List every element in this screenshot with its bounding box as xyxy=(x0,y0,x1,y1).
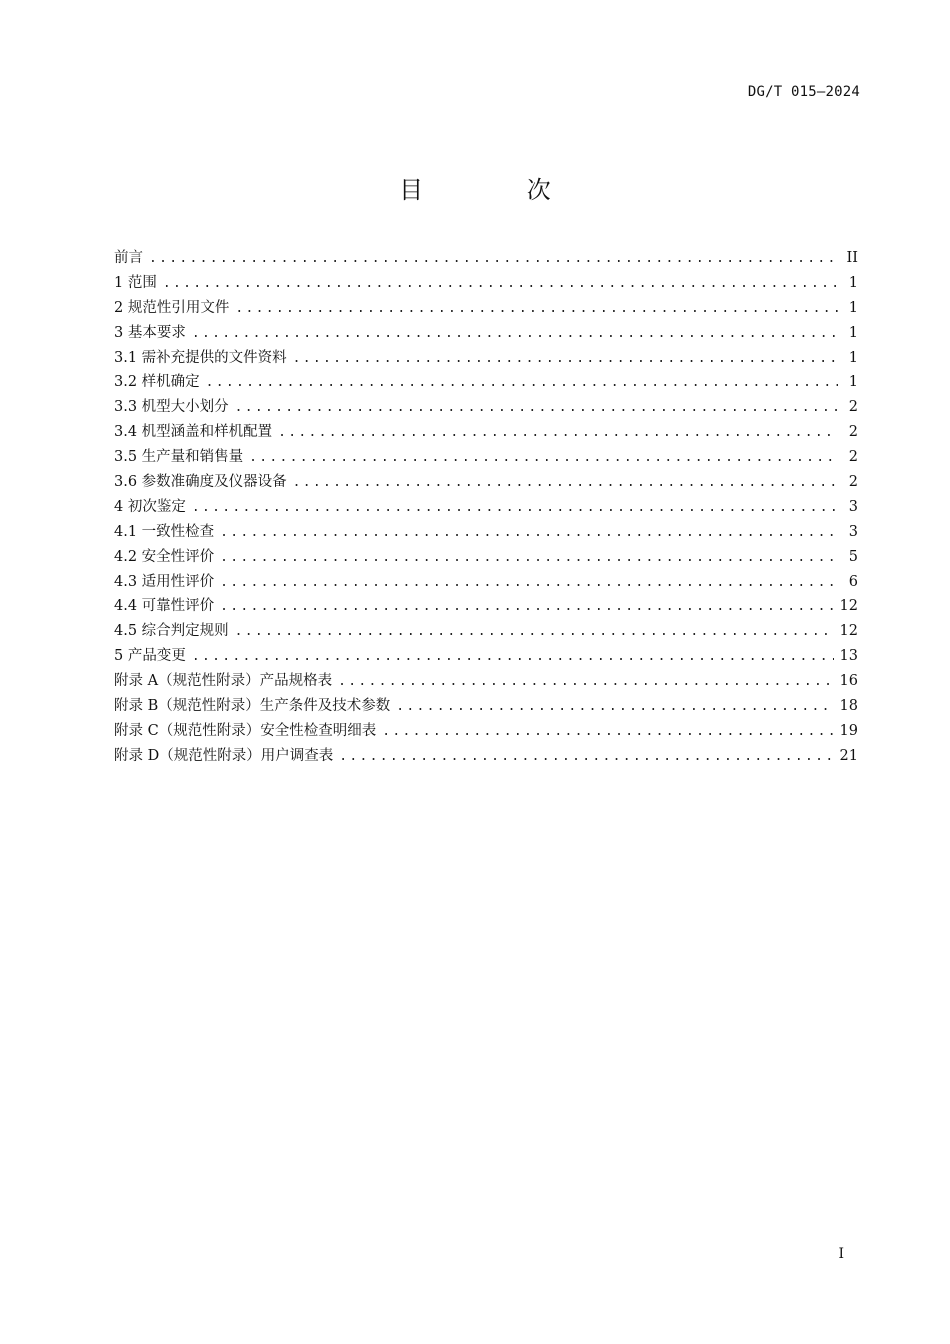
toc-entry[interactable] xyxy=(114,694,858,719)
toc-entry-label: 3.2 样机确定 xyxy=(114,374,200,391)
toc-entry-page: 12 xyxy=(839,598,858,615)
toc-entry-label: 4.4 可靠性评价 xyxy=(114,598,215,615)
toc-entry-label: 3.5 生产量和销售量 xyxy=(114,449,244,466)
toc-entry[interactable] xyxy=(114,370,858,395)
toc-entry-page: 16 xyxy=(839,673,858,690)
toc-entry-label: 3.3 机型大小划分 xyxy=(114,399,229,416)
toc-entry-label: 4 初次鉴定 xyxy=(114,498,186,515)
toc-entry-label: 附录 B（规范性附录）生产条件及技术参数 xyxy=(114,698,391,715)
toc-entry-label: 4.3 适用性评价 xyxy=(114,573,215,590)
toc-entry-label: 3.1 需补充提供的文件资料 xyxy=(114,349,287,366)
toc-entry-page: 18 xyxy=(839,698,858,715)
toc-entry[interactable] xyxy=(114,669,858,694)
toc-leader-dots xyxy=(220,571,838,596)
toc-leader-dots xyxy=(338,670,833,695)
toc-entry[interactable] xyxy=(114,296,858,321)
toc-leader-dots xyxy=(220,546,838,571)
toc-entry[interactable] xyxy=(114,445,858,470)
toc-leader-dots xyxy=(278,421,838,446)
toc-leader-dots xyxy=(235,396,838,421)
toc-entry-label: 3 基本要求 xyxy=(114,324,186,341)
toc-entry-page: II xyxy=(846,250,858,266)
table-of-contents xyxy=(114,246,858,769)
toc-leader-dots xyxy=(163,272,838,297)
toc-entry-page: 1 xyxy=(848,274,858,291)
toc-leader-dots xyxy=(192,496,838,521)
document-code: DG/T 015—2024 xyxy=(747,84,860,100)
toc-entry[interactable] xyxy=(114,420,858,445)
toc-entry[interactable] xyxy=(114,495,858,520)
toc-entry-page: 19 xyxy=(839,722,858,739)
toc-entry-label: 2 规范性引用文件 xyxy=(114,299,230,316)
page-title: 目 次 xyxy=(399,176,599,204)
toc-entry[interactable] xyxy=(114,719,858,744)
toc-leader-dots xyxy=(396,695,833,720)
toc-entry[interactable] xyxy=(114,744,858,769)
toc-entry-label: 4.1 一致性检查 xyxy=(114,523,215,540)
toc-entry-page: 1 xyxy=(848,349,858,366)
toc-entry-label: 附录 D（规范性附录）用户调查表 xyxy=(114,747,334,764)
toc-entry-page: 21 xyxy=(839,747,858,764)
toc-leader-dots xyxy=(235,297,838,322)
toc-entry[interactable] xyxy=(114,271,858,296)
toc-entry-page: 2 xyxy=(848,474,858,491)
toc-leader-dots xyxy=(220,595,833,620)
toc-entry[interactable] xyxy=(114,246,858,271)
toc-entry-page: 5 xyxy=(848,548,858,565)
toc-entry-label: 前言 xyxy=(114,250,143,266)
toc-leader-dots xyxy=(235,620,834,645)
toc-leader-dots xyxy=(339,745,833,770)
toc-leader-dots xyxy=(382,720,833,745)
toc-leader-dots xyxy=(293,471,838,496)
toc-entry[interactable] xyxy=(114,520,858,545)
toc-leader-dots xyxy=(293,347,838,372)
toc-entry[interactable] xyxy=(114,395,858,420)
toc-entry[interactable] xyxy=(114,321,858,346)
toc-entry-page: 2 xyxy=(848,424,858,441)
toc-leader-dots xyxy=(220,521,838,546)
toc-entry-page: 6 xyxy=(848,573,858,590)
toc-entry-label: 3.6 参数准确度及仪器设备 xyxy=(114,474,287,491)
toc-entry-label: 1 范围 xyxy=(114,274,157,291)
toc-entry[interactable] xyxy=(114,570,858,595)
toc-entry-label: 附录 A（规范性附录）产品规格表 xyxy=(114,673,333,690)
toc-leader-dots xyxy=(206,371,838,396)
toc-entry-page: 13 xyxy=(839,648,858,665)
toc-entry-page: 3 xyxy=(848,523,858,540)
toc-entry-page: 2 xyxy=(848,399,858,416)
toc-entry-label: 附录 C（规范性附录）安全性检查明细表 xyxy=(114,722,377,739)
toc-leader-dots xyxy=(249,446,838,471)
toc-entry[interactable] xyxy=(114,346,858,371)
toc-entry[interactable] xyxy=(114,594,858,619)
toc-entry-label: 5 产品变更 xyxy=(114,648,186,665)
toc-entry[interactable] xyxy=(114,644,858,669)
toc-entry-page: 1 xyxy=(848,299,858,316)
toc-entry-page: 3 xyxy=(848,498,858,515)
toc-entry-page: 12 xyxy=(839,623,858,640)
toc-entry-page: 1 xyxy=(848,374,858,391)
toc-entry-label: 3.4 机型涵盖和样机配置 xyxy=(114,424,273,441)
page-number: I xyxy=(838,1246,844,1262)
toc-entry-label: 4.5 综合判定规则 xyxy=(114,623,229,640)
toc-leader-dots xyxy=(149,247,838,272)
toc-entry-page: 2 xyxy=(848,449,858,466)
toc-entry-page: 1 xyxy=(848,324,858,341)
toc-entry[interactable] xyxy=(114,545,858,570)
toc-entry-label: 4.2 安全性评价 xyxy=(114,548,215,565)
toc-entry[interactable] xyxy=(114,470,858,495)
toc-entry[interactable] xyxy=(114,619,858,644)
toc-leader-dots xyxy=(192,645,834,670)
toc-leader-dots xyxy=(192,322,838,347)
